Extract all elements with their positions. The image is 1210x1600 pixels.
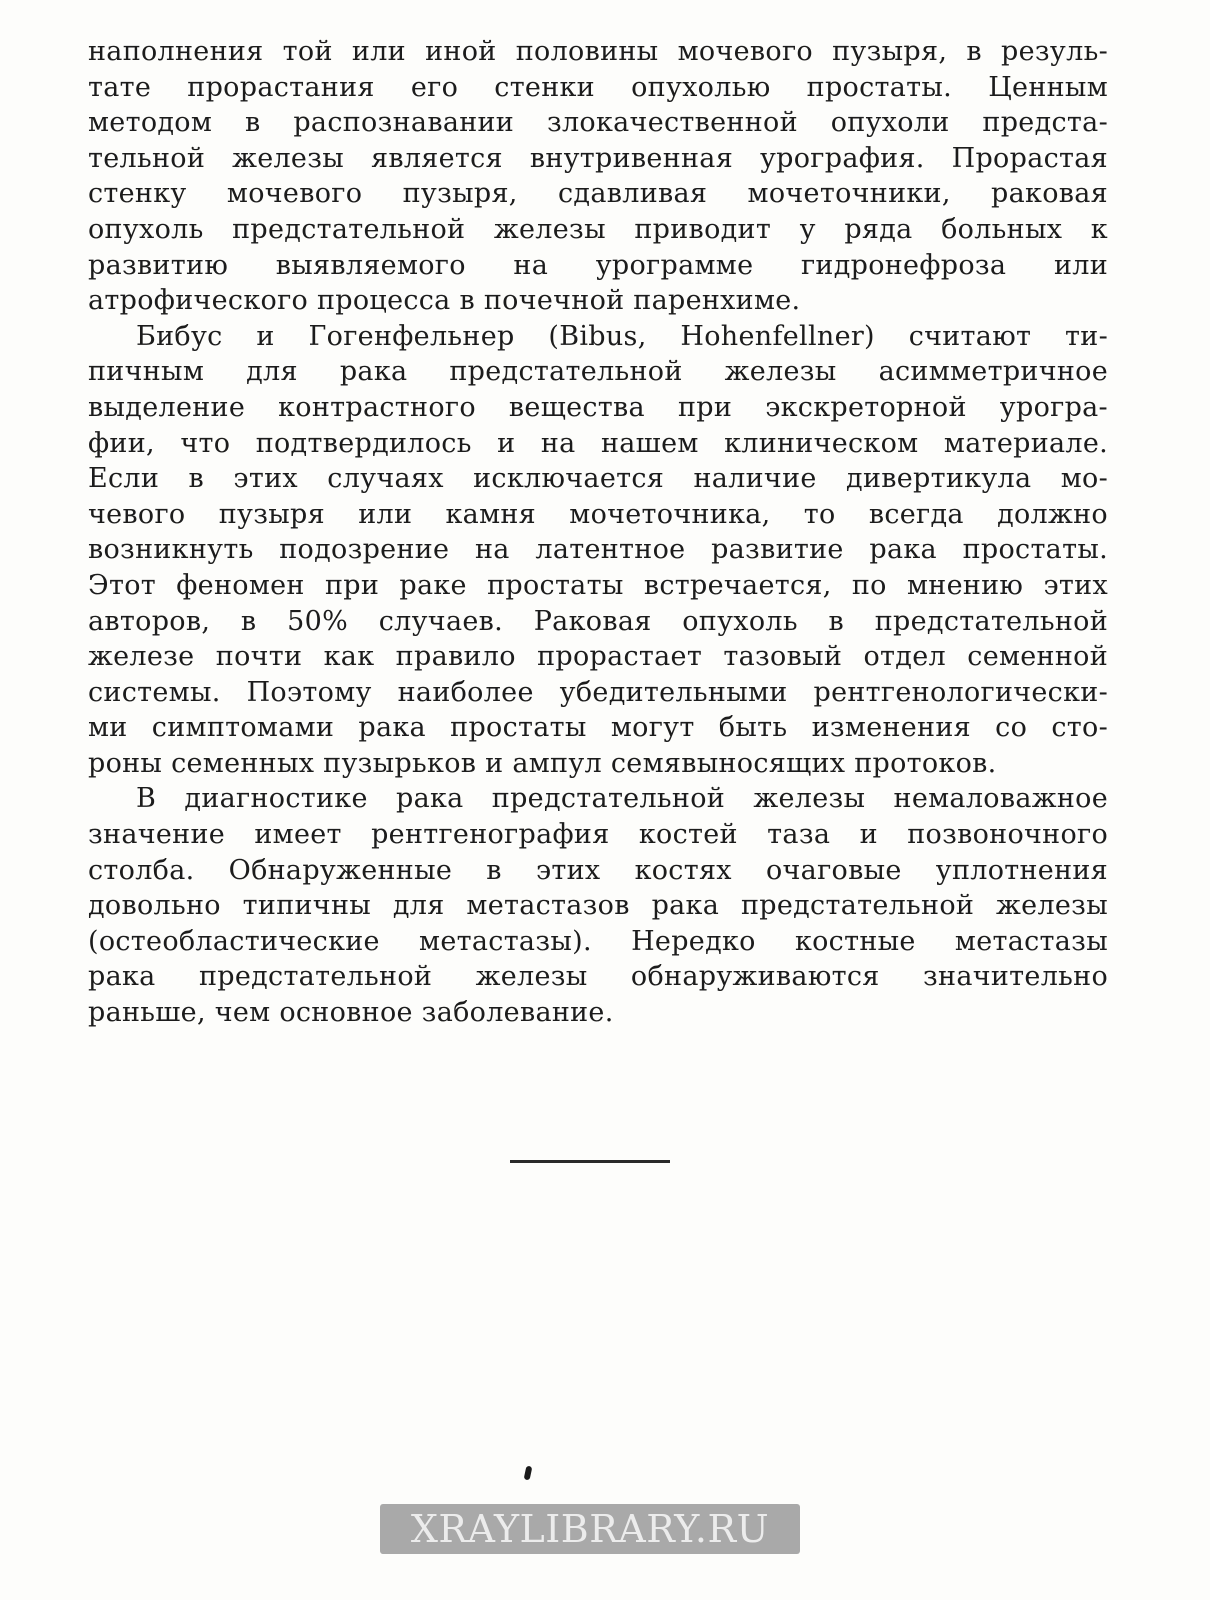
section-divider — [510, 1160, 670, 1163]
text-line: авторов, в 50% случаев. Раковая опухоль в предстательной — [88, 605, 1108, 637]
text-line: столба. Обнаруженные в этих костях очаговые уплотнения — [88, 854, 1108, 886]
text-line: развитию выявляемого на урограмме гидронефроза или — [88, 249, 1108, 281]
paragraph-1 — [88, 34, 1108, 319]
text-line: железе почти как правило прорастает тазовый отдел семенной — [88, 641, 1108, 673]
text-line: (остеобластические метастазы). Нередко костные метастазы — [88, 925, 1108, 957]
text-line: опухоль предстательной железы приводит у ряда больных к — [88, 213, 1108, 245]
text-line: фии, что подтвердилось и на нашем клиническом материале. — [88, 427, 1108, 459]
text-line: значение имеет рентгенография костей таза и позвоночного — [88, 819, 1108, 851]
page-mark — [524, 1466, 533, 1481]
text-line: методом в распознавании злокачественной опухоли предста- — [88, 107, 1108, 139]
text-line: наполнения той или иной половины мочевого пузыря, в резуль- — [88, 36, 1108, 67]
text-line: атрофического процесса в почечной паренхиме. — [88, 285, 801, 317]
text-line: рака предстательной железы обнаруживаются значительно — [88, 961, 1108, 993]
text-line: Этот феномен при раке простаты встречается, по мнению этих — [88, 569, 1108, 601]
text-line: чевого пузыря или камня мочеточника, то всегда должно — [88, 498, 1108, 530]
text-line: возникнуть подозрение на латентное развитие рака простаты. — [88, 534, 1108, 566]
text-line: В диагностике рака предстательной железы немаловажное — [136, 783, 1108, 815]
body-text — [88, 34, 1108, 1031]
text-line: раньше, чем основное заболевание. — [88, 997, 614, 1029]
text-line: выделение контрастного вещества при экскреторной урогра- — [88, 391, 1108, 423]
paragraph-2 — [88, 319, 1108, 782]
text-line: тельной железы является внутривенная урография. Прорастая — [88, 142, 1108, 174]
text-line: стенку мочевого пузыря, сдавливая мочеточники, раковая — [88, 178, 1108, 210]
text-line: пичным для рака предстательной железы асимметричное — [88, 356, 1108, 388]
watermark-text: XRAYLIBRARY.RU — [410, 1507, 770, 1551]
watermark-banner — [380, 1504, 800, 1554]
paragraph-3 — [88, 781, 1108, 1030]
text-line: тате прорастания его стенки опухолью простаты. Ценным — [88, 71, 1108, 103]
text-line: ми симптомами рака простаты могут быть изменения со сто- — [88, 712, 1108, 744]
text-line: системы. Поэтому наиболее убедительными рентгенологически- — [88, 676, 1108, 708]
text-line: роны семенных пузырьков и ампул семявыносящих протоков. — [88, 747, 997, 779]
text-line: Если в этих случаях исключается наличие дивертикула мо- — [88, 463, 1108, 495]
text-line: довольно типичны для метастазов рака предстательной железы — [88, 890, 1108, 922]
text-line: Бибус и Гогенфельнер (Bibus, Hohenfellner) считают ти- — [136, 320, 1108, 352]
